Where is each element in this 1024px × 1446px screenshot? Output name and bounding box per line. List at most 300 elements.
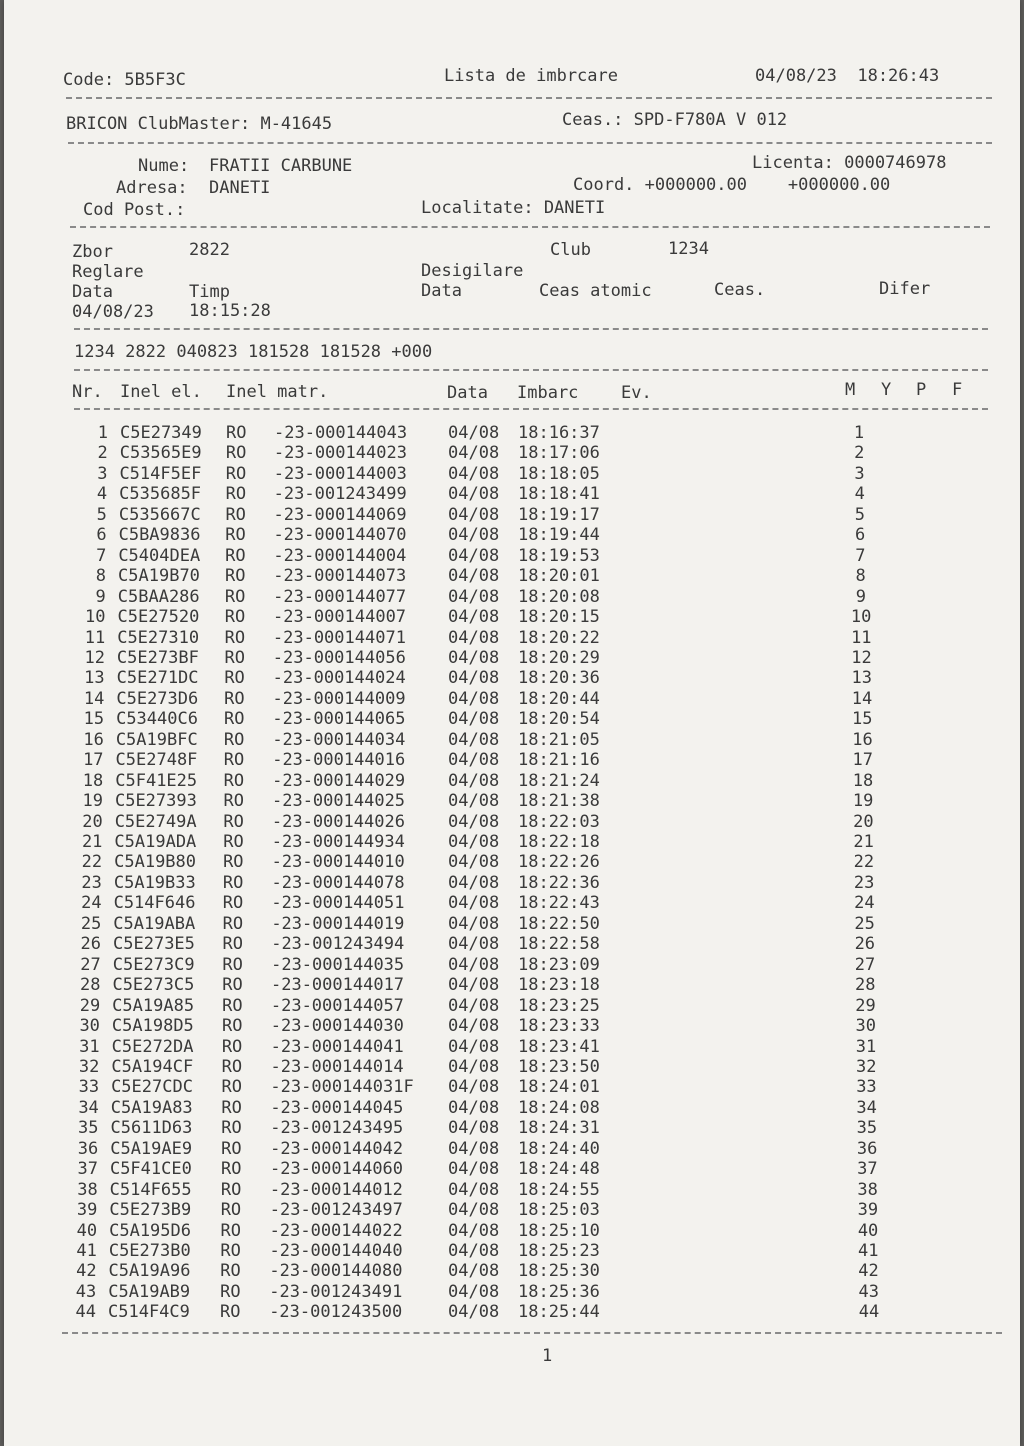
row-number: 14 <box>83 688 105 709</box>
owner-name: FRATII CARBUNE <box>209 156 353 176</box>
electronic-ring: C5E27349 <box>120 423 202 443</box>
position-m: 18 <box>852 770 874 791</box>
boarding-time: 18:23:09 <box>518 954 600 975</box>
registration-ring: -23-000144051 <box>271 893 405 914</box>
boarding-time: 18:23:41 <box>518 1036 600 1057</box>
boarding-date: 04/08 <box>448 423 500 443</box>
boarding-date: 04/08 <box>448 647 500 668</box>
table-row <box>4 566 1020 586</box>
electronic-ring: C5E2749A <box>114 811 197 832</box>
row-number: 9 <box>95 586 106 607</box>
table-row <box>4 852 1020 872</box>
document-title: Lista de imbrcare <box>444 66 618 86</box>
row-number: 26 <box>80 934 102 955</box>
row-number: 17 <box>83 750 104 771</box>
position-m: 26 <box>854 934 876 955</box>
country-code: RO <box>222 872 244 893</box>
table-row <box>4 484 1020 504</box>
col-m: M <box>845 380 856 400</box>
registration-ring: -23-000144024 <box>272 668 406 689</box>
electronic-ring: C5E273C9 <box>112 954 195 975</box>
boarding-time: 18:25:36 <box>518 1281 600 1302</box>
position-m: 40 <box>857 1220 879 1241</box>
country-code: RO <box>223 729 245 750</box>
row-number: 32 <box>78 1056 100 1077</box>
boarding-time: 18:22:58 <box>518 934 600 955</box>
registration-ring: -23-000144040 <box>269 1241 403 1261</box>
table-row <box>4 975 1020 995</box>
electronic-ring: C5A19A96 <box>108 1261 191 1282</box>
country-code: RO <box>221 1077 243 1098</box>
boarding-time: 18:23:25 <box>518 995 600 1016</box>
electronic-ring: C514F646 <box>113 893 196 914</box>
position-m: 2 <box>854 443 865 464</box>
registration-ring: -23-000144007 <box>272 607 407 628</box>
row-number: 44 <box>75 1302 96 1323</box>
boarding-time: 18:24:40 <box>518 1138 600 1159</box>
registration-ring: -23-000144023 <box>273 443 407 464</box>
boarding-date: 04/08 <box>448 934 500 955</box>
electronic-ring: C5A19A85 <box>112 995 195 1016</box>
boarding-date: 04/08 <box>448 1056 500 1077</box>
registration-ring: -23-000144045 <box>270 1097 404 1118</box>
registration-ring: -23-000144026 <box>271 811 405 832</box>
boarding-date: 04/08 <box>448 1220 500 1241</box>
boarding-time: 18:21:24 <box>518 770 600 791</box>
position-m: 22 <box>853 852 875 873</box>
setting-label: Reglare <box>72 262 144 282</box>
table-row <box>4 955 1020 975</box>
electronic-ring: C5A19A83 <box>110 1097 193 1118</box>
table-row <box>4 1037 1020 1057</box>
table-row <box>4 464 1020 484</box>
country-code: RO <box>220 1281 241 1302</box>
boarding-date: 04/08 <box>448 872 500 893</box>
electronic-ring: C5F41E25 <box>115 770 198 791</box>
boarding-time: 18:19:17 <box>518 504 600 525</box>
registration-ring: -23-000144029 <box>272 770 406 791</box>
registration-ring: -23-001243495 <box>270 1118 404 1139</box>
position-m: 4 <box>854 484 865 505</box>
divider <box>62 1332 1002 1334</box>
boarding-time: 18:25:30 <box>518 1261 600 1282</box>
country-code: RO <box>224 627 246 648</box>
registration-ring: -23-000144071 <box>272 627 406 648</box>
boarding-time: 18:20:01 <box>518 566 600 587</box>
position-m: 24 <box>854 893 875 914</box>
table-row <box>4 628 1020 648</box>
boarding-time: 18:17:06 <box>518 443 600 464</box>
country-code: RO <box>221 1016 243 1037</box>
country-code: RO <box>221 1097 242 1118</box>
boarding-time: 18:22:50 <box>518 913 600 934</box>
table-row <box>4 587 1020 607</box>
table-row <box>4 1057 1020 1077</box>
electronic-ring: C5A19B33 <box>113 872 196 893</box>
col-f: F <box>952 380 963 400</box>
boarding-time: 18:18:05 <box>518 463 600 484</box>
difference-label: Difer <box>879 279 931 299</box>
col-boarding: Imbarc <box>517 383 579 403</box>
row-number: 20 <box>82 811 103 832</box>
clock-label: Ceas.: SPD-F780A V 012 <box>562 110 788 130</box>
boarding-time: 18:16:37 <box>518 423 600 443</box>
table-row <box>4 1282 1020 1302</box>
electronic-ring: C5E273B0 <box>108 1241 191 1261</box>
boarding-date: 04/08 <box>448 586 500 607</box>
country-code: RO <box>223 811 244 832</box>
boarding-time: 18:23:33 <box>518 1016 600 1037</box>
registration-ring: -23-001243500 <box>269 1302 403 1323</box>
boarding-date: 04/08 <box>448 729 500 750</box>
boarding-date: 04/08 <box>448 954 500 975</box>
position-m: 32 <box>855 1056 877 1077</box>
atomic-clock-label: Ceas atomic <box>539 281 652 301</box>
position-m: 37 <box>857 1159 878 1180</box>
position-m: 16 <box>852 729 873 750</box>
position-m: 5 <box>854 504 866 525</box>
electronic-ring: C5E2748F <box>115 750 198 771</box>
boarding-date: 04/08 <box>448 504 500 525</box>
boarding-date: 04/08 <box>448 1159 500 1180</box>
country-code: RO <box>224 709 245 730</box>
row-number: 8 <box>95 566 107 587</box>
registration-ring: -23-000144016 <box>272 750 406 771</box>
boarding-date: 04/08 <box>448 709 500 730</box>
license-number: Licenta: 0000746978 <box>752 153 947 173</box>
electronic-ring: C514F655 <box>109 1179 192 1200</box>
table-row <box>4 546 1020 566</box>
table-row <box>4 832 1020 852</box>
club-label: Club <box>550 240 591 260</box>
position-m: 14 <box>851 688 873 709</box>
table-row <box>4 1302 1020 1322</box>
boarding-date: 04/08 <box>448 484 500 505</box>
table-row <box>4 934 1020 954</box>
boarding-time: 18:25:44 <box>518 1302 600 1323</box>
row-number: 10 <box>85 607 106 628</box>
boarding-time: 18:20:08 <box>518 586 600 607</box>
table-row <box>4 525 1020 545</box>
electronic-ring: C5611D63 <box>110 1118 193 1139</box>
boarding-time: 18:21:05 <box>518 729 600 750</box>
divider <box>66 97 992 99</box>
country-code: RO <box>225 463 247 484</box>
flight-number: 2822 <box>189 240 230 260</box>
electronic-ring: C5BA9836 <box>118 525 201 546</box>
table-row <box>4 730 1020 750</box>
electronic-ring: C535685F <box>119 484 202 505</box>
boarding-date: 04/08 <box>448 463 500 484</box>
electronic-ring: C5A19AE9 <box>110 1138 193 1159</box>
boarding-time: 18:21:16 <box>518 750 600 771</box>
registration-ring: -23-000144004 <box>273 545 407 566</box>
table-row <box>4 996 1020 1016</box>
row-number: 23 <box>81 872 102 893</box>
unseal-date-label: Data <box>421 281 462 301</box>
boarding-date: 04/08 <box>448 791 500 812</box>
country-code: RO <box>223 832 244 852</box>
country-code: RO <box>222 934 243 955</box>
position-m: 1 <box>853 423 865 443</box>
clock-time-label: Ceas. <box>714 280 766 300</box>
position-m: 6 <box>855 525 866 546</box>
registration-ring: -23-000144022 <box>269 1220 403 1241</box>
position-m: 33 <box>856 1077 877 1098</box>
boarding-time: 18:23:18 <box>518 975 600 996</box>
electronic-ring: C5E27310 <box>117 627 200 648</box>
boarding-date: 04/08 <box>448 1036 500 1057</box>
position-m: 12 <box>851 647 872 668</box>
row-number: 1 <box>97 423 108 443</box>
row-number: 39 <box>76 1200 98 1221</box>
position-m: 27 <box>854 954 876 975</box>
boarding-date: 04/08 <box>448 811 500 832</box>
boarding-date: 04/08 <box>448 832 500 852</box>
boarding-time: 18:18:41 <box>518 484 600 505</box>
boarding-date: 04/08 <box>448 525 500 546</box>
electronic-ring: C535667C <box>118 504 201 525</box>
row-number: 15 <box>83 709 105 730</box>
registration-ring: -23-000144031F <box>270 1077 414 1098</box>
boarding-date: 04/08 <box>448 1097 500 1118</box>
row-number: 34 <box>78 1097 99 1118</box>
electronic-ring: C5A19B80 <box>114 852 197 873</box>
boarding-time: 18:19:53 <box>518 545 600 566</box>
row-number: 41 <box>76 1241 97 1261</box>
table-row <box>4 423 1020 443</box>
boarding-time: 18:22:18 <box>518 832 600 852</box>
registration-ring: -23-000144043 <box>274 423 408 443</box>
boarding-time: 18:24:48 <box>518 1159 600 1180</box>
country-code: RO <box>223 791 244 812</box>
electronic-ring: C5A19ABA <box>113 913 196 934</box>
boarding-time: 18:25:23 <box>518 1241 600 1261</box>
registration-ring: -23-000144078 <box>271 872 405 893</box>
position-m: 13 <box>851 668 873 689</box>
setting-time: 18:15:28 <box>189 301 271 321</box>
country-code: RO <box>223 852 244 873</box>
setting-date: 04/08/23 <box>72 302 154 322</box>
table-row <box>4 1077 1020 1097</box>
country-code: RO <box>220 1220 242 1241</box>
country-code: RO <box>220 1302 241 1323</box>
country-code: RO <box>224 688 245 709</box>
electronic-ring: C5E273C5 <box>112 975 195 996</box>
registration-ring: -23-001243497 <box>269 1200 403 1221</box>
registration-ring: -23-000144003 <box>273 463 407 484</box>
boarding-time: 18:20:36 <box>518 668 600 689</box>
boarding-date: 04/08 <box>448 1077 500 1098</box>
country-code: RO <box>222 913 244 934</box>
row-number: 3 <box>97 463 108 484</box>
electronic-ring: C5A198D5 <box>111 1016 194 1037</box>
position-m: 28 <box>855 975 876 996</box>
boarding-date: 04/08 <box>448 750 500 771</box>
col-p: P <box>916 380 927 400</box>
country-code: RO <box>221 1138 242 1159</box>
row-number: 4 <box>96 484 108 505</box>
name-label: Nume: <box>138 156 190 176</box>
position-m: 21 <box>853 832 874 852</box>
boarding-date: 04/08 <box>448 1118 500 1139</box>
country-code: RO <box>224 607 246 628</box>
table-row <box>4 873 1020 893</box>
position-m: 10 <box>850 607 872 628</box>
col-registration-ring: Inel matr. <box>226 382 329 402</box>
postal-code-label: Cod Post.: <box>83 200 186 220</box>
country-code: RO <box>220 1179 242 1200</box>
boarding-date: 04/08 <box>448 1016 500 1037</box>
table-row <box>4 1159 1020 1179</box>
time-label: Timp <box>189 282 230 302</box>
boarding-date: 04/08 <box>448 995 500 1016</box>
boarding-time: 18:24:55 <box>518 1179 600 1200</box>
position-m: 43 <box>858 1281 879 1302</box>
col-date: Data <box>447 383 488 403</box>
row-number: 29 <box>79 995 101 1016</box>
row-number: 22 <box>81 852 103 873</box>
electronic-ring: C5E27520 <box>117 607 200 628</box>
registration-ring: -23-000144017 <box>270 975 405 996</box>
row-number: 6 <box>96 525 107 546</box>
row-number: 5 <box>96 504 107 525</box>
boarding-date: 04/08 <box>448 893 500 914</box>
table-row <box>4 914 1020 934</box>
country-code: RO <box>220 1200 242 1221</box>
date-label: Data <box>72 282 113 302</box>
table-row <box>4 1139 1020 1159</box>
electronic-ring: C53440C6 <box>116 709 198 730</box>
col-electronic-ring: Inel el. <box>120 382 202 402</box>
boarding-date: 04/08 <box>448 913 500 934</box>
country-code: RO <box>224 586 246 607</box>
divider <box>68 142 992 144</box>
col-nr: Nr. <box>72 382 103 402</box>
registration-ring: -23-000144010 <box>271 852 405 873</box>
country-code: RO <box>220 1241 241 1261</box>
table-row <box>4 443 1020 463</box>
boarding-date: 04/08 <box>448 607 500 628</box>
position-m: 11 <box>851 627 872 648</box>
electronic-ring: C5E272DA <box>111 1036 194 1057</box>
boarding-time: 18:24:01 <box>518 1077 600 1098</box>
row-number: 24 <box>81 893 102 914</box>
boarding-date: 04/08 <box>448 1281 500 1302</box>
registration-ring: -23-000144042 <box>270 1138 404 1159</box>
registration-ring: -23-000144080 <box>269 1261 403 1282</box>
row-number: 43 <box>75 1281 97 1302</box>
table-row <box>4 791 1020 811</box>
position-m: 3 <box>854 463 865 484</box>
position-m: 8 <box>855 566 866 587</box>
country-code: RO <box>225 525 246 546</box>
electronic-ring: C5E271DC <box>116 668 199 689</box>
electronic-ring: C5404DEA <box>118 545 201 566</box>
position-m: 30 <box>855 1016 876 1037</box>
registration-ring: -23-000144009 <box>272 688 406 709</box>
position-m: 25 <box>854 913 875 934</box>
col-y: Y <box>881 380 892 400</box>
registration-ring: -23-000144056 <box>272 647 406 668</box>
registration-ring: -23-001243494 <box>271 934 405 955</box>
boarding-date: 04/08 <box>448 668 500 689</box>
position-m: 23 <box>853 872 875 893</box>
row-number: 18 <box>82 770 104 791</box>
registration-ring: -23-000144019 <box>271 913 405 934</box>
position-m: 41 <box>858 1241 879 1261</box>
table-row <box>4 648 1020 668</box>
country-code: RO <box>225 566 246 587</box>
boarding-date: 04/08 <box>448 975 500 996</box>
flight-summary-line: 1234 2822 040823 181528 181528 +000 <box>74 342 433 362</box>
table-row <box>4 668 1020 688</box>
country-code: RO <box>225 545 246 566</box>
table-row <box>4 1200 1020 1220</box>
row-number: 2 <box>97 443 108 464</box>
country-code: RO <box>223 750 245 771</box>
electronic-ring: C5A194CF <box>111 1056 194 1077</box>
position-m: 31 <box>855 1036 877 1057</box>
country-code: RO <box>225 504 246 525</box>
address-label: Adresa: <box>116 178 188 198</box>
electronic-ring: C5A19ADA <box>114 832 197 852</box>
country-code: RO <box>222 893 244 914</box>
registration-ring: -23-000144041 <box>270 1036 404 1057</box>
row-number: 30 <box>79 1016 100 1037</box>
printout-page <box>4 0 1020 1446</box>
registration-ring: -23-000144077 <box>273 586 407 607</box>
country-code: RO <box>225 443 247 464</box>
position-m: 29 <box>855 995 876 1016</box>
boarding-time: 18:22:26 <box>518 852 600 873</box>
registration-ring: -23-000144073 <box>273 566 407 587</box>
boarding-date: 04/08 <box>448 688 500 709</box>
position-m: 9 <box>855 586 866 607</box>
row-number: 40 <box>76 1220 98 1241</box>
table-row <box>4 1098 1020 1118</box>
registration-ring: -23-000144070 <box>273 525 407 546</box>
table-row <box>4 689 1020 709</box>
electronic-ring: C5F41CE0 <box>109 1159 192 1180</box>
registration-ring: -23-001243499 <box>273 484 407 505</box>
boarding-time: 18:23:50 <box>518 1056 600 1077</box>
boarding-date: 04/08 <box>448 1179 500 1200</box>
registration-ring: -23-000144057 <box>270 995 404 1016</box>
position-m: 38 <box>857 1179 878 1200</box>
country-code: RO <box>222 954 243 975</box>
electronic-ring: C5E27CDC <box>111 1077 193 1098</box>
table-row <box>4 1261 1020 1281</box>
registration-ring: -23-000144035 <box>271 954 405 975</box>
print-datetime: 04/08/23 18:26:43 <box>755 66 940 86</box>
boarding-time: 18:22:43 <box>518 893 600 914</box>
electronic-ring: C53565E9 <box>119 443 202 464</box>
row-number: 19 <box>82 791 103 812</box>
boarding-time: 18:21:38 <box>518 791 600 812</box>
position-m: 19 <box>852 791 874 812</box>
divider <box>74 328 988 330</box>
boarding-date: 04/08 <box>448 1261 500 1282</box>
registration-ring: -23-000144030 <box>270 1016 404 1037</box>
boarding-time: 18:20:22 <box>518 627 600 648</box>
registration-ring: -23-000144065 <box>272 709 406 730</box>
position-m: 39 <box>857 1200 879 1221</box>
table-row <box>4 1241 1020 1261</box>
electronic-ring: C5E273BF <box>116 647 199 668</box>
boarding-time: 18:22:03 <box>518 811 600 832</box>
table-row <box>4 1180 1020 1200</box>
